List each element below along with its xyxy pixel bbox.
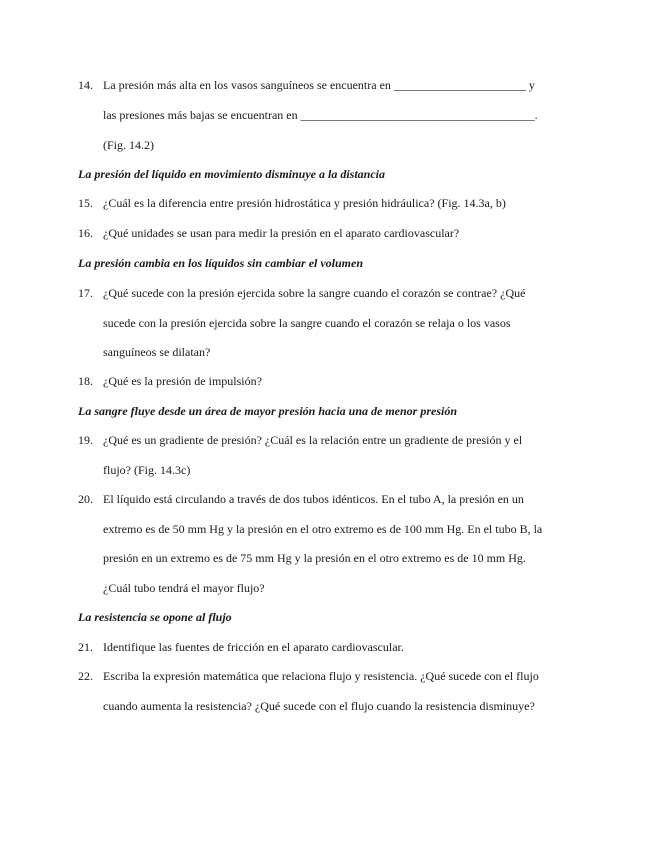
question-number: 18. xyxy=(78,374,93,388)
question-text-line: sucede con la presión ejercida sobre la sangre cuando el corazón se relaja o los vasos xyxy=(103,316,511,330)
question-text-line: ¿Qué es un gradiente de presión? ¿Cuál es la relación entre un gradiente de presión y el xyxy=(103,433,523,447)
question-text-line: Escriba la expresión matemática que relaciona flujo y resistencia. ¿Qué sucede con el flujo xyxy=(103,669,539,683)
question-number: 22. xyxy=(78,669,93,683)
question-number: 16. xyxy=(78,226,93,240)
question-text-line: ¿Qué sucede con la presión ejercida sobre la sangre cuando el corazón se contrae? ¿Qué xyxy=(103,286,526,300)
section-heading: La presión cambia en los líquidos sin cambiar el volumen xyxy=(78,256,364,270)
question-text-line: ¿Cuál tubo tendrá el mayor flujo? xyxy=(103,581,265,595)
question-text-line: El líquido está circulando a través de dos tubos idénticos. En el tubo A, la presión en un xyxy=(103,492,524,506)
section-heading: La resistencia se opone al flujo xyxy=(78,610,232,624)
question-number: 21. xyxy=(78,640,93,654)
question-text-line: las presiones más bajas se encuentran en _______________________________________. xyxy=(103,108,538,122)
question-text-line: Identifique las fuentes de fricción en el aparato cardiovascular. xyxy=(103,640,404,654)
question-text-line: La presión más alta en los vasos sanguíneos se encuentra en ______________________ y xyxy=(103,78,535,92)
question-text-line: extremo es de 50 mm Hg y la presión en el otro extremo es de 100 mm Hg. En el tubo B, la xyxy=(103,522,543,536)
question-text-line: presión en un extremo es de 75 mm Hg y la presión en el otro extremo es de 10 mm Hg. xyxy=(103,551,526,565)
question-number: 14. xyxy=(78,78,93,92)
question-text-line: sanguíneos se dilatan? xyxy=(103,345,211,359)
section-heading: La sangre fluye desde un área de mayor presión hacia una de menor presión xyxy=(78,404,458,418)
question-text-line: ¿Qué unidades se usan para medir la presión en el aparato cardiovascular? xyxy=(103,226,460,240)
question-number: 20. xyxy=(78,492,93,506)
question-text-line: ¿Qué es la presión de impulsión? xyxy=(103,374,262,388)
question-number: 15. xyxy=(78,196,93,210)
question-text-line: ¿Cuál es la diferencia entre presión hidrostática y presión hidráulica? (Fig. 14.3a, b) xyxy=(103,196,506,210)
question-text-line: flujo? (Fig. 14.3c) xyxy=(103,463,191,477)
question-number: 17. xyxy=(78,286,93,300)
question-text-line: (Fig. 14.2) xyxy=(103,138,154,152)
section-heading: La presión del líquido en movimiento disminuye a la distancia xyxy=(78,167,386,181)
question-text-line: cuando aumenta la resistencia? ¿Qué sucede con el flujo cuando la resistencia disminuye? xyxy=(103,699,535,713)
question-number: 19. xyxy=(78,433,93,447)
